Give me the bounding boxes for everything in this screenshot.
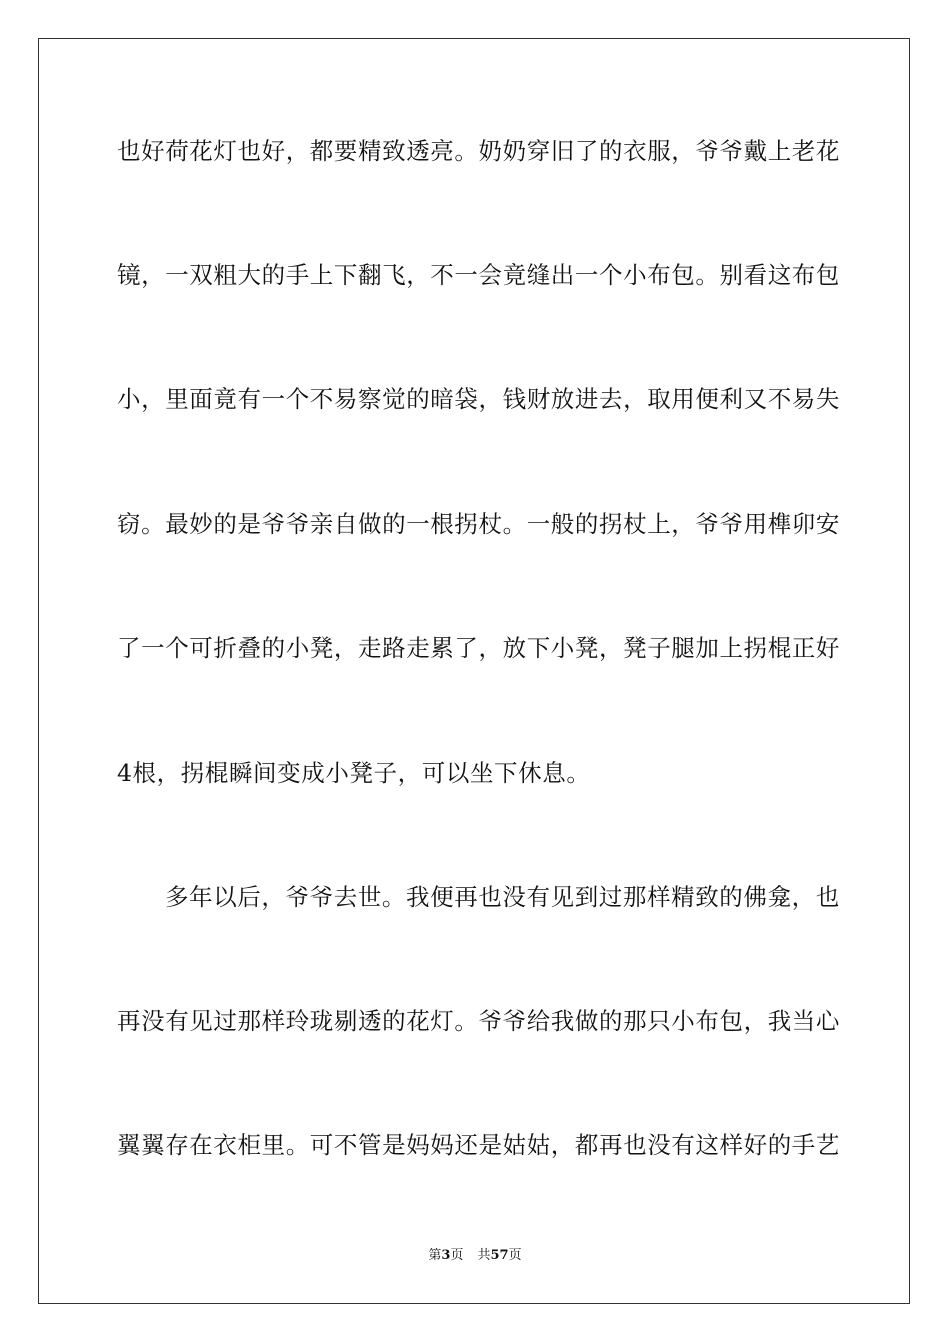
total-prefix: 共 [477, 1248, 491, 1263]
body-text-line-paragraph-start: 多年以后，爷爷去世。我便再也没有见到过那样精致的佛龛，也 [165, 883, 840, 911]
body-text-line: 了一个可折叠的小凳，走路走累了，放下小凳，凳子腿加上拐棍正好 [117, 634, 840, 662]
body-text-line: 镜，一双粗大的手上下翻飞，不一会竟缝出一个小布包。别看这布包 [117, 261, 840, 289]
body-text-line: 也好荷花灯也好，都要精致透亮。奶奶穿旧了的衣服，爷爷戴上老花 [117, 137, 840, 165]
page-footer [0, 1247, 950, 1265]
page-prefix: 第 [428, 1248, 442, 1263]
body-text-line-paragraph-end: 4根，拐棍瞬间变成小凳子，可以坐下休息。 [117, 759, 591, 787]
total-suffix: 页 [508, 1248, 522, 1263]
body-text-line: 窃。最妙的是爷爷亲自做的一根拐杖。一般的拐杖上，爷爷用榫卯安 [117, 510, 840, 538]
page-border [38, 38, 910, 1304]
page-number: 3 [441, 1248, 451, 1263]
total-pages: 57 [490, 1248, 509, 1263]
body-text-line: 再没有见过那样玲珑剔透的花灯。爷爷给我做的那只小布包，我当心 [117, 1007, 840, 1035]
body-text-line: 翼翼存在衣柜里。可不管是妈妈还是姑姑，都再也没有这样好的手艺 [117, 1131, 840, 1159]
page-suffix: 页 [450, 1248, 464, 1263]
body-text-line: 小，里面竟有一个不易察觉的暗袋，钱财放进去，取用便利又不易失 [117, 385, 840, 413]
